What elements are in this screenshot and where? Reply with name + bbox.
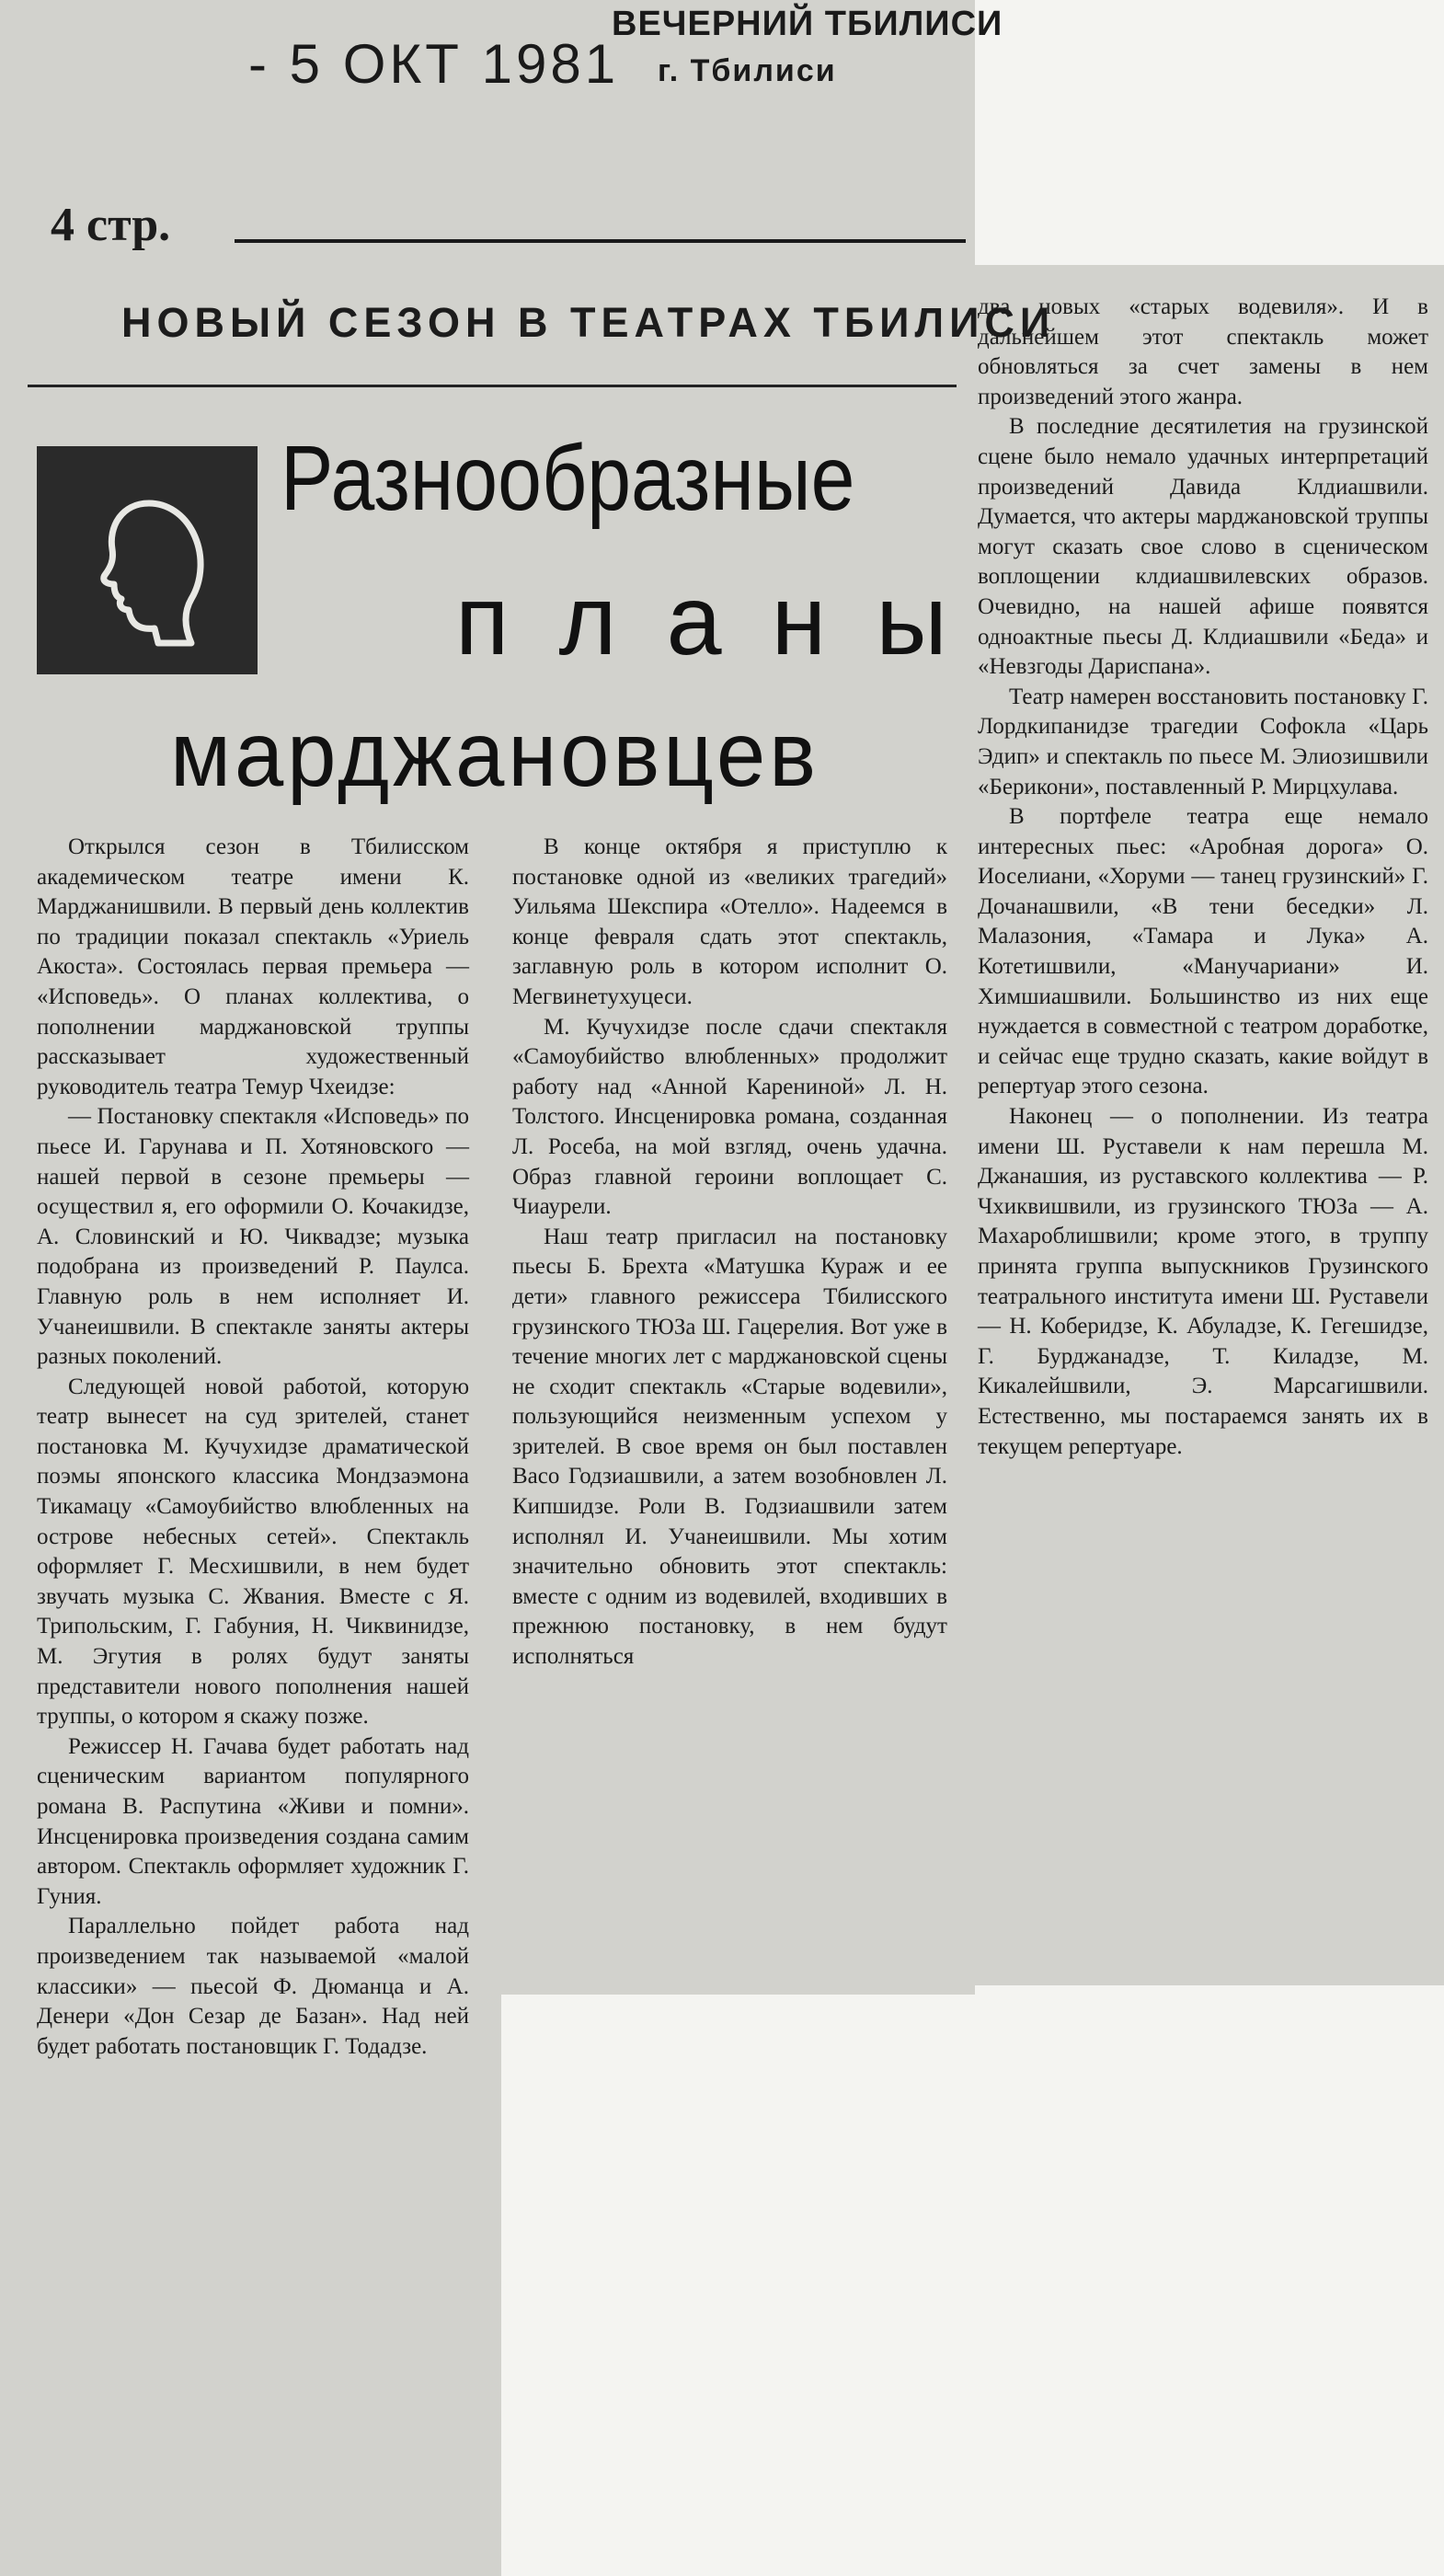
article-paragraph: Параллельно пойдет работа над произведением так называемой «малой классики» — пьесой Ф. Дюманца и А. Денери «Дон Сезар де Базан». Над ней будет работать постановщик Г. Тодадзе.: [37, 1914, 469, 2059]
article-paragraph: Следующей новой работой, которую театр вынесет на суд зрителей, станет постановка М. Кучухидзе драматической поэмы японского классика Мондзаэмона Тикамацу «Самоубийство влюбленных на острове небесных сетей». Спектакль оформляет Г. Месхишвили, в нем будет звучать музыка С. Жвания. Вместе с Я. Трипольским, Г. Габуния, Н. Чиквинидзе, М. Эгутия в ролях будут заняты представители нового пополнения нашей труппы, о котором я скажу позже.: [37, 1374, 469, 1730]
article-column-3: [978, 293, 1428, 1462]
headline-line-3: марджановцев: [170, 703, 819, 806]
article-paragraph: — Постановку спектакля «Исповедь» по пьесе И. Гарунава и П. Хотяновского — нашей первой в сезоне премьеры — осуществил я, его оформили О. Кочакидзе, А. Словинский и Ю. Чиквадзе; музыка подобрана из произведений Р. Паулса. Главную роль в нем исполняет И. Учанеишвили. В спектакле заняты актеры разных поколений.: [37, 1104, 469, 1370]
section-rubric: НОВЫЙ СЕЗОН В ТЕАТРАХ ТБИЛИСИ: [121, 299, 1056, 346]
theatre-profile-logo-icon: [37, 446, 258, 674]
article-paragraph: В последние десятилетия на грузинской сцене было немало удачных интерпретаций произведений Давида Клдиашвили. Думается, что актеры марджановской труппы могут сказать свое слово в сценическом воплощении клдиашвилевских образов. Очевидно, на нашей афише появятся одноактные пьесы Д. Клдиашвили «Беда» и «Невзгоды Дариспана».: [978, 414, 1428, 680]
newspaper-stamp: ВЕЧЕРНИЙ ТБИЛИСИ: [612, 5, 1003, 43]
article-paragraph: Открылся сезон в Тбилисском академическом театре имени К. Марджанишвили. В первый день коллектив по традиции показал спектакль «Уриель Акоста». Состоялась первая премьера — «Исповедь». О планах коллектива, о пополнении марджановской труппы рассказывает художественный руководитель театра Темур Чхеидзе:: [37, 834, 469, 1099]
article-paragraph: В конце октября я приступлю к постановке одной из «великих трагедий» Уильяма Шекспира «Отелло». Надеемся в конце февраля сдать этот спектакль, заглавную роль в котором исполнит О. Мегвинетухуцеси.: [512, 834, 947, 1009]
city-stamp: г. Тбилиси: [658, 53, 837, 88]
article-paragraph: В портфеле театра еще немало интересных пьес: «Аробная дорога» О. Иоселиани, «Хоруми — танец грузинский» Г. Дочанашвили, «В тени беседки» Л. Малазония, «Тамара и Лука» А. Котетишвили, «Манучариани» И. Химшиашвили. Большинство из них еще нуждается в совместной с театром доработке, и сейчас еще трудно сказать, какие войдут в репертуар этого сезона.: [978, 804, 1428, 1099]
date-stamp: - 5 ОКТ 1981: [248, 33, 620, 95]
article-paragraph: М. Кучухидзе после сдачи спектакля «Самоубийство влюбленных» продолжит работу над «Анной Карениной» Л. Н. Толстого. Инсценировка романа, созданная Л. Росеба, на мой взгляд, очень удачна. Образ главной героини воплощает С. Чиаурели.: [512, 1014, 947, 1220]
article-paragraph: Наш театр пригласил на постановку пьесы Б. Брехта «Матушка Кураж и ее дети» главного режиссера Тбилисского грузинского ТЮЗа Ш. Гацерелия. Вот уже в течение многих лет с марджановской сцены не сходит спектакль «Старые водевили», пользующийся неизменным успехом у зрителей. В свое время он был поставлен Васо Годзиашвили, а затем возобновлен Л. Кипшидзе. Роли В. Годзиашвили затем исполнял И. Учанеишвили. Мы хотим значительно обновить этот спектакль: вместе с одним из водевилей, входивших в прежнюю постановку, в нем будут исполняться: [512, 1224, 947, 1670]
rubric-divider: [28, 385, 957, 387]
page-number-rule: [235, 239, 966, 243]
article-column-1: [37, 833, 469, 2062]
article-paragraph: Театр намерен восстановить постановку Г. Лордкипанидзе трагедии Софокла «Царь Эдип» и спектакль по пьесе М. Элиозишвили «Берикони», поставленный Р. Мирцхулава.: [978, 684, 1428, 799]
article-paragraph: Наконец — о пополнении. Из театра имени Ш. Руставели к нам перешла М. Джанашия, из руставского коллектива — Р. Чхиквишвили, из грузинского ТЮЗа — А. Махароблишвили; кроме этого, в труппу принята группа выпускников Грузинского театрального института имени Ш. Руставели — Н. Коберидзе, К. Абуладзе, К. Гегешидзе, Г. Бурджанадзе, Т. Киладзе, М. Кикалейшвили, Э. Марсагишвили. Естественно, мы постараемся занять их в текущем репертуаре.: [978, 1104, 1428, 1459]
page-number: 4 стр.: [51, 199, 171, 251]
article-paragraph: два новых «старых водевиля». И в дальнейшем этот спектакль может обновляться за счет замены в нем произведений этого жанра.: [978, 294, 1428, 409]
article-paragraph: Режиссер Н. Гачава будет работать над сценическим вариантом популярного романа В. Распутина «Живи и помни». Инсценировка произведения создана самим автором. Спектакль оформляет художник Г. Гуния.: [37, 1733, 469, 1909]
headline-line-2: планы: [455, 564, 997, 675]
headline-line-1: Разнообразные: [281, 427, 855, 530]
article-column-2: [512, 833, 947, 1673]
